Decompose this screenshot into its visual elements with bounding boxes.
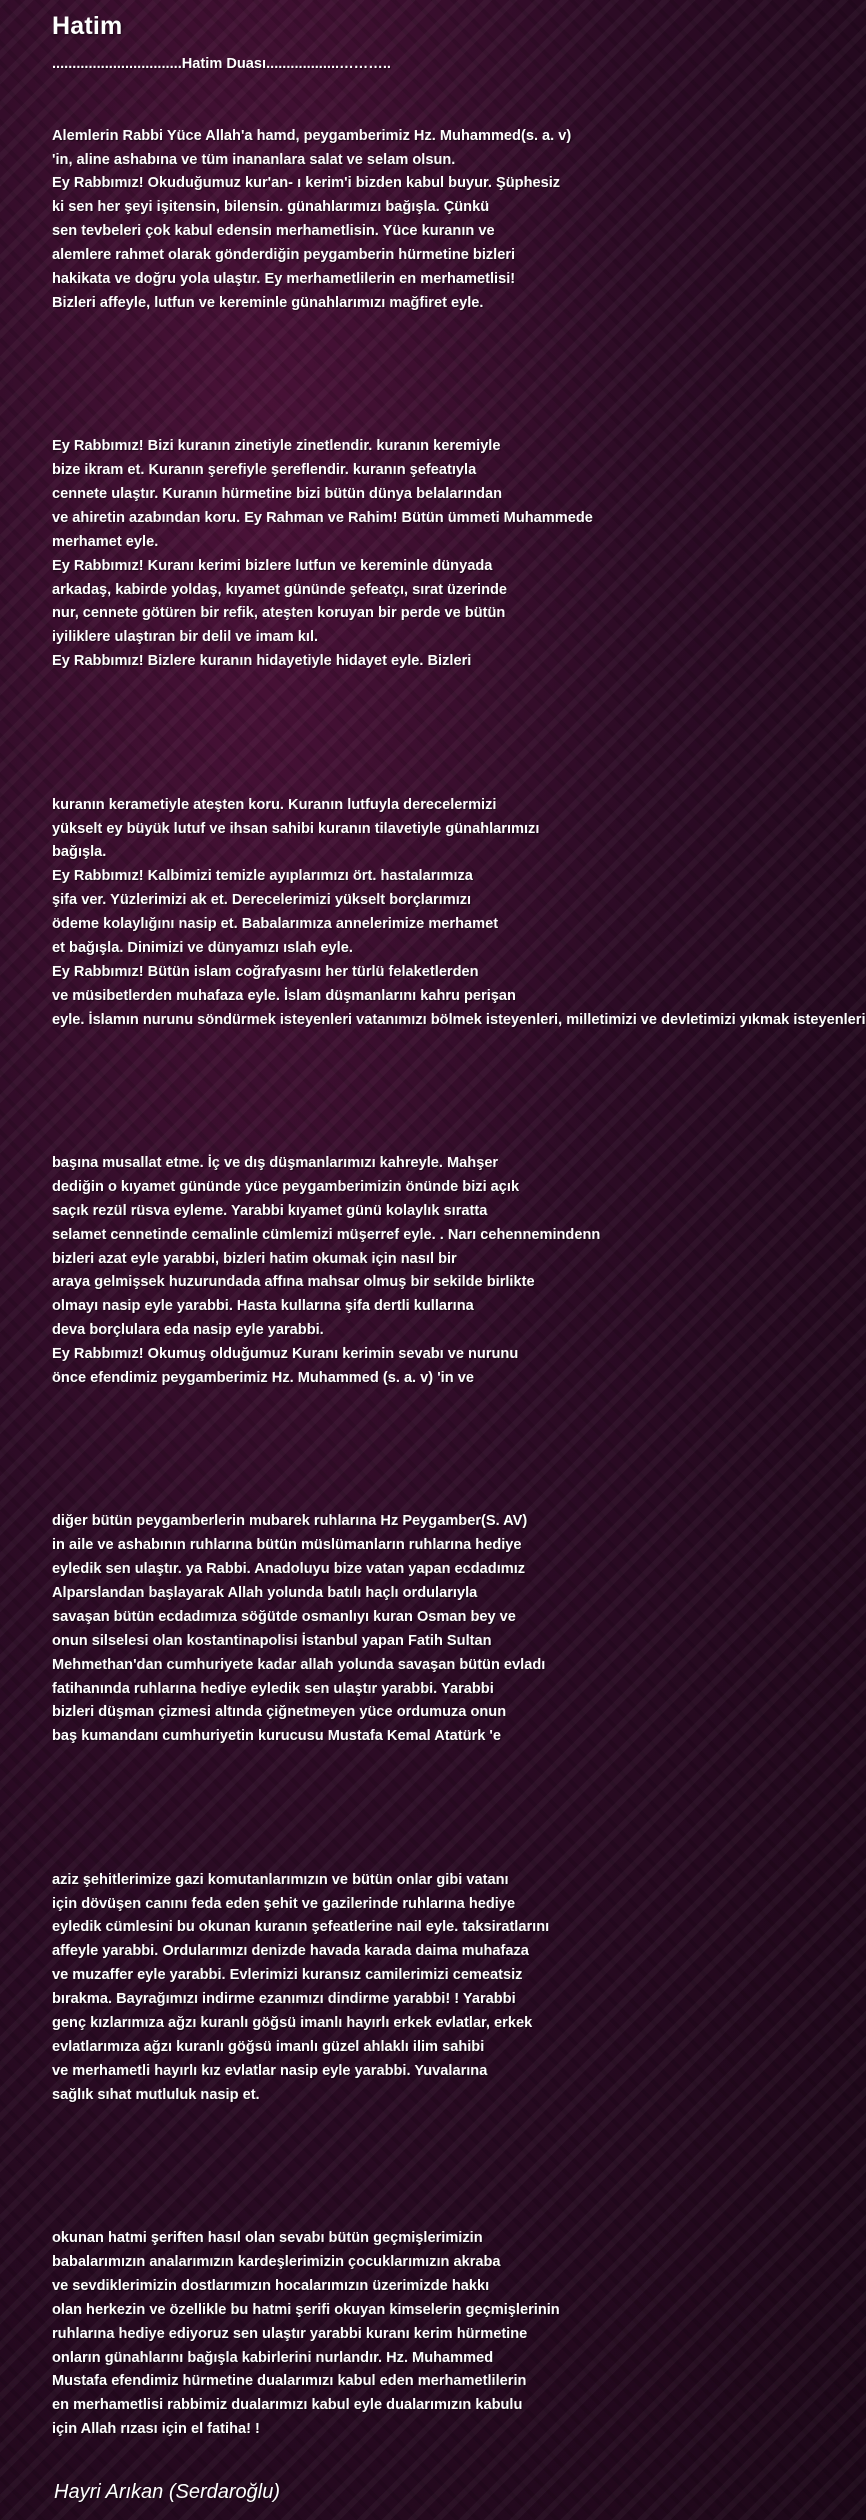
stanza-spacer (52, 1033, 640, 1057)
stanza-spacer (52, 1104, 640, 1128)
poem-line: ve merhametli hayırlı kız evlatlar nasip eyle yarabbi. Yuvalarına (52, 2062, 488, 2079)
poem-line: şifa ver. Yüzlerimizi ak et. Derecelerimizi yükselt borçlarımızı (52, 892, 472, 909)
poem-line: ödeme kolaylığını nasip et. Babalarımıza annelerimize merhamet (52, 916, 499, 933)
poem-line: ruhlarına hediye ediyoruz sen ulaştır yarabbi kuranı kerim hürmetine (52, 2325, 528, 2342)
poem-line: hakikata ve doğru yola ulaştır. Ey merhametlilerin en merhametlisi! (52, 271, 516, 288)
poem-line: onun silselesi olan kostantinapolisi İstanbul yapan Fatih Sultan (52, 1632, 492, 1649)
stanza-spacer (52, 387, 640, 411)
stanza-spacer (52, 2179, 640, 2203)
stanza-spacer (52, 1128, 640, 1152)
poem-line: bırakma. Bayrağımızı indirme ezanımızı dindirme yarabbi! ! Yarabbi (52, 1991, 516, 2008)
poem-line: eyledik cümlesini bu okunan kuranın şefeatlerine nail eyle. taksiratlarını (52, 1919, 550, 1936)
poem-title: Hatim (52, 12, 123, 40)
poem-line: ve muzaffer eyle yarabbi. Evlerimizi kuransız camilerimizi cemeatsiz (52, 1967, 523, 1984)
stanza-spacer (52, 722, 640, 746)
poem-line: yükselt ey büyük lutuf ve ihsan sahibi kuranın tilavetiyle günahlarımızı (52, 820, 540, 837)
poem-line: ki sen her şeyi işitensin, bilensin. günahlarımızı bağışla. Çünkü (52, 199, 490, 216)
poem-line: Mustafa efendimiz hürmetine dualarımızı kabul eden merhametlilerin (52, 2373, 527, 2390)
stanza-spacer (52, 1845, 640, 1869)
stanza-spacer (52, 1797, 640, 1821)
poem-line: başına musallat etme. İç ve dış düşmanlarımızı kahreyle. Mahşer (52, 1154, 499, 1171)
poem-line: deva borçlulara eda nasip eyle yarabbi. (52, 1322, 324, 1339)
poem-line: olmayı nasip eyle yarabbi. Hasta kullarına şifa dertli kullarına (52, 1298, 474, 1315)
poem-line: sağlık sıhat mutluluk nasip et. (52, 2086, 260, 2103)
poem-line: ve ahiretin azabından koru. Ey Rahman ve Rahim! Bütün ümmeti Muhammede (52, 509, 593, 526)
stanza-spacer (52, 340, 640, 364)
poem-line: Ey Rabbımız! Kuranı kerimi bizlere lutfun ve kereminle dünyada (52, 557, 493, 574)
stanza-spacer (52, 674, 640, 698)
poem-line: Bizleri affeyle, lutfun ve kereminle günahlarımızı mağfiret eyle. (52, 294, 484, 311)
poem-line: okunan hatmi şeriften hasıl olan sevabı bütün geçmişlerimizin (52, 2230, 483, 2247)
stanza-spacer (52, 77, 640, 101)
poem-line: ve müsibetlerden muhafaza eyle. İslam düşmanlarını kahru perişan (52, 987, 516, 1004)
poem-line: bağışla. (52, 844, 107, 861)
poem-line: merhamet eyle. (52, 533, 159, 550)
poem-line: Alemlerin Rabbi Yüce Allah'a hamd, peygamberimiz Hz. Muhammed(s. a. v) (52, 127, 572, 144)
poem-line: bizleri düşman çizmesi altında çiğnetmeyen yüce ordumuza onun (52, 1704, 507, 1721)
stanza-spacer (52, 2155, 640, 2179)
poem-line: onların günahlarını bağışla kabirlerini nurlandır. Hz. Muhammed (52, 2349, 494, 2366)
stanza-spacer (52, 1486, 640, 1510)
stanza-spacer (52, 101, 640, 125)
poem-line: araya gelmişsek huzurundada affına mahsar olmuş bir sekilde birlikte (52, 1274, 535, 1291)
stanza (52, 125, 640, 316)
poem-line: aziz şehitlerimize gazi komutanlarımızın ve bütün onlar gibi vatanı (52, 1871, 509, 1888)
poem-line: selamet cennetinde cemalinle cümlemizi müşerref eyle. . Narı cehennemindenn (52, 1226, 601, 1243)
stanza-spacer (52, 746, 640, 770)
poem-line: Alparslandan başlayarak Allah yolunda batılı haçlı ordularıyla (52, 1585, 478, 1601)
poem-line: önce efendimiz peygamberimiz Hz. Muhammed (s. a. v) 'in ve (52, 1369, 474, 1386)
stanza-spacer (52, 2203, 640, 2227)
poem-line: fatihanında ruhlarına hediye eyledik sen ulaştır yarabbi. Yarabbi (52, 1680, 494, 1697)
stanza-spacer (52, 411, 640, 435)
stanza-spacer (52, 1415, 640, 1439)
poem-line: diğer bütün peygamberlerin mubarek ruhlarına Hz Peygamber(S. AV) (52, 1513, 528, 1530)
poem-line: eyledik sen ulaştır. ya Rabbi. Anadoluyu bize vatan yapan ecdadımız (52, 1561, 526, 1578)
stanza (52, 1510, 640, 1749)
poem-line: saçık rezül rüsva eyleme. Yarabbi kıyamet günü kolaylık sıratta (52, 1202, 488, 1219)
poem-line: sen tevbeleri çok kabul edensin merhametlisin. Yüce kuranın ve (52, 223, 495, 240)
poem-line: olan herkezin ve özellikle bu hatmi şerifi okuyan kimselerin geçmişlerinin (52, 2301, 560, 2318)
stanza-spacer (52, 1463, 640, 1487)
poem-line: kuranın kerametiyle ateşten koru. Kuranın lutfuyla derecelermizi (52, 796, 497, 813)
stanza-spacer (52, 1773, 640, 1797)
poem-line: dediğin o kıyamet gününde yüce peygamberimizin önünde bizi açık (52, 1178, 520, 1195)
poem-body (52, 53, 866, 2442)
poem-line: Ey Rabbımız! Bizlere kuranın hidayetiyle hidayet eyle. Bizleri (52, 653, 472, 670)
stanza-spacer (52, 2131, 640, 2155)
stanza-spacer (52, 1391, 640, 1415)
poem-line: cennete ulaştır. Kuranın hürmetine bizi bütün dünya belalarından (52, 486, 503, 503)
poem-line: ve sevdiklerimizin dostlarımızın hocalarımızın üzerimizde hakkı (52, 2277, 490, 2294)
poem-line: affeyle yarabbi. Ordularımızı denizde havada karada daima muhafaza (52, 1943, 529, 1960)
stanza-spacer (52, 364, 640, 388)
poem-line: Mehmethan'dan cumhuriyete kadar allah yolunda savaşan bütün evladı (52, 1656, 546, 1673)
poem-line: et bağışla. Dinimizi ve dünyamızı ıslah eyle. (52, 939, 353, 956)
poem-line: için dövüşen canını feda eden şehit ve gazilerinde ruhlarına hediye (52, 1895, 516, 1912)
poem-line: savaşan bütün ecdadımıza söğütde osmanlıyı kuran Osman bey ve (52, 1608, 516, 1625)
poem-line: in aile ve ashabının ruhlarına bütün müslümanların ruhlarına hediye (52, 1537, 522, 1554)
stanza (52, 1869, 640, 2108)
poem-line: alemlere rahmet olarak gönderdiğin peygamberin hürmetine bizleri (52, 247, 516, 264)
stanza-spacer (52, 2108, 640, 2132)
poem-subtitle: ................................Hatim Duası..................……….. (52, 56, 391, 72)
poem-line: Ey Rabbımız! Bütün islam coğrafyasını her türlü felaketlerden (52, 963, 479, 980)
stanza-spacer (52, 316, 640, 340)
stanza (52, 794, 866, 1033)
stanza-spacer (52, 1821, 640, 1845)
poem-line: bize ikram et. Kuranın şerefiyle şereflendir. kuranın şefeatıyla (52, 462, 477, 479)
poem-line: arkadaş, kabirde yoldaş, kıyamet gününde şefeatçı, sırat üzerinde (52, 581, 508, 598)
poem-line: eyle. İslamın nurunu söndürmek isteyenleri vatanımızı bölmek isteyenleri, milletimizi ve devletimizi yıkmak isteyenleri (52, 1011, 866, 1028)
poem-author: Hayri Arıkan (Serdaroğlu) (54, 2481, 281, 2503)
stanza (52, 1152, 640, 1391)
stanza (52, 435, 640, 674)
poem-line: Ey Rabbımız! Okumuş olduğumuz Kuranı kerimin sevabı ve nurunu (52, 1346, 519, 1363)
stanza-spacer (52, 1080, 640, 1104)
poem-line: Ey Rabbımız! Okuduğumuz kur'an- ı kerim'i bizden kabul buyur. Şüphesiz (52, 175, 561, 192)
poem-line: evlatlarımıza ağzı kuranlı göğsü imanlı güzel ahlaklı ilim sahibi (52, 2038, 485, 2055)
stanza-spacer (52, 1056, 640, 1080)
poem-line: için Allah rızası için el fatiha! ! (52, 2421, 260, 2438)
stanza-spacer (52, 770, 640, 794)
poem-line: babalarımızın analarımızın kardeşlerimizin çocuklarımızın akraba (52, 2253, 501, 2270)
poem-line: 'in, aline ashabına ve tüm inananlara salat ve selam olsun. (52, 151, 456, 168)
stanza-spacer (52, 1749, 640, 1773)
poem-line: iyiliklere ulaştıran bir delil ve imam kıl. (52, 629, 319, 646)
poem-line: bizleri azat eyle yarabbi, bizleri hatim okumak için nasıl bir (52, 1250, 457, 1267)
stanza-spacer (52, 1439, 640, 1463)
poem-line: baş kumandanı cumhuriyetin kurucusu Mustafa Kemal Atatürk 'e (52, 1728, 501, 1745)
stanza (52, 2227, 640, 2442)
stanza-spacer (52, 698, 640, 722)
poem-line: nur, cennete götüren bir refik, ateşten koruyan bir perde ve bütün (52, 605, 506, 622)
poem-line: Ey Rabbımız! Kalbimizi temizle ayıplarımızı ört. hastalarımıza (52, 868, 473, 885)
poem-line: Ey Rabbımız! Bizi kuranın zinetiyle zinetlendir. kuranın keremiyle (52, 438, 501, 455)
poem-line: genç kızlarımıza ağzı kuranlı göğsü imanlı hayırlı erkek evlatlar, erkek (52, 2015, 533, 2032)
poem-line: en merhametlisi rabbimiz dualarımızı kabul eyle dualarımızın kabulu (52, 2397, 523, 2414)
